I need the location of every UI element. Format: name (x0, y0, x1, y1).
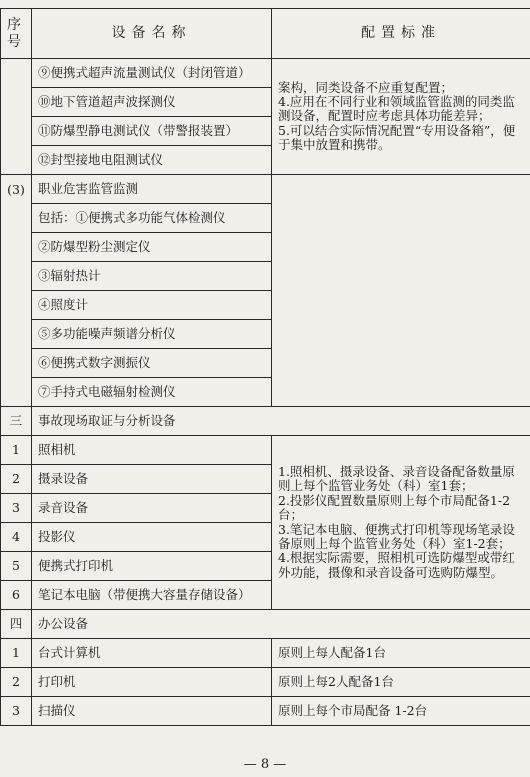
header-row (1, 9, 530, 59)
item-name: 笔记本电脑（带便携大容量存储设备） (32, 581, 272, 610)
item-name: ④照度计 (32, 291, 272, 320)
row-no: 6 (1, 581, 32, 610)
standard-cell: 原则上每个市局配备 1-2台 (272, 697, 530, 726)
item-name: ⑩地下管道超声波探测仪 (32, 88, 272, 117)
item-label: ①便携式多功能气体检测仪 (75, 209, 226, 225)
row-no: 4 (1, 523, 32, 552)
standard-line: 案构，同类设备不应重复配置； (278, 79, 454, 95)
section-row (1, 175, 530, 204)
standard-line: 1.照相机、摄录设备、录音设备配备数量原则上每个监管业务处（科）室1套； (278, 464, 515, 494)
item-name: ⑫封型接地电阻测试仪 (32, 146, 272, 175)
equipment-table (0, 8, 530, 726)
row-no: 2 (1, 465, 32, 494)
item-name: 打印机 (32, 668, 272, 697)
section-title: 职业危害监管监测 (32, 175, 272, 204)
items-prefix: 包括： (38, 209, 76, 225)
item-name: ⑦手持式电磁辐射检测仪 (32, 378, 272, 407)
standard-line: 4.应用在不同行业和领域监管监测的同类监测设备，配置时应考虑具体功能差异； (278, 93, 515, 124)
group-no: 三 (1, 407, 32, 436)
group-row (1, 610, 530, 639)
item-name: ⑥便携式数字测振仪 (32, 349, 272, 378)
table-row (1, 436, 530, 465)
standard-line: 4.根据实际需要，照相机可选防爆型或带红外功能，摄像和录音设备可选购防爆型。 (278, 550, 515, 580)
row-no: 1 (1, 436, 32, 465)
group-title: 事故现场取证与分析设备 (32, 407, 530, 436)
item-name: ②防爆型粉尘测定仪 (32, 233, 272, 262)
item-name: 便携式打印机 (32, 552, 272, 581)
table-row (1, 639, 530, 668)
item-name (32, 204, 272, 233)
row-no-empty (1, 59, 32, 175)
standard-cell: 原则上每2人配备1台 (272, 668, 530, 697)
item-name: ⑪防爆型静电测试仪（带警报装置） (32, 117, 272, 146)
standard-line: 3.笔记本电脑、便携式打印机等现场笔录设备原则上每个监管业务处（科）室1-2套； (278, 521, 515, 551)
item-name: ⑤多功能噪声频谱分析仪 (32, 320, 272, 349)
header-no: 序号 (1, 9, 32, 59)
item-name: ③辐射热计 (32, 262, 272, 291)
group-no: 四 (1, 610, 32, 639)
group-title: 办公设备 (32, 610, 530, 639)
item-name: 录音设备 (32, 494, 272, 523)
item-name: 投影仪 (32, 523, 272, 552)
header-name: 设备名称 (32, 9, 272, 59)
row-no: 5 (1, 552, 32, 581)
upper-standard-cell (272, 59, 530, 175)
row-no: 1 (1, 639, 32, 668)
page-number: — 8 — (243, 757, 287, 772)
row-no: 2 (1, 668, 32, 697)
item-name: 台式计算机 (32, 639, 272, 668)
table-row (1, 59, 530, 88)
table-row (1, 668, 530, 697)
header-standard: 配置标准 (272, 9, 530, 59)
group-row (1, 407, 530, 436)
row-no: 3 (1, 494, 32, 523)
empty-standard-cell (272, 175, 530, 407)
row-no: 3 (1, 697, 32, 726)
standard-cell: 原则上每人配备1台 (272, 639, 530, 668)
table-row (1, 697, 530, 726)
item-name: 摄录设备 (32, 465, 272, 494)
section-no: (3) (1, 175, 32, 407)
item-name: ⑨便携式超声流量测试仪（封闭管道） (32, 59, 272, 88)
standard-line: 5.可以结合实际情况配置“专用设备箱”，便于集中放置和携带。 (278, 122, 516, 153)
item-name: 扫描仪 (32, 697, 272, 726)
item-name: 照相机 (32, 436, 272, 465)
group3-standard-cell (272, 436, 530, 610)
standard-line: 2.投影仪配置数量原则上每个市局配备1-2台； (278, 492, 511, 523)
